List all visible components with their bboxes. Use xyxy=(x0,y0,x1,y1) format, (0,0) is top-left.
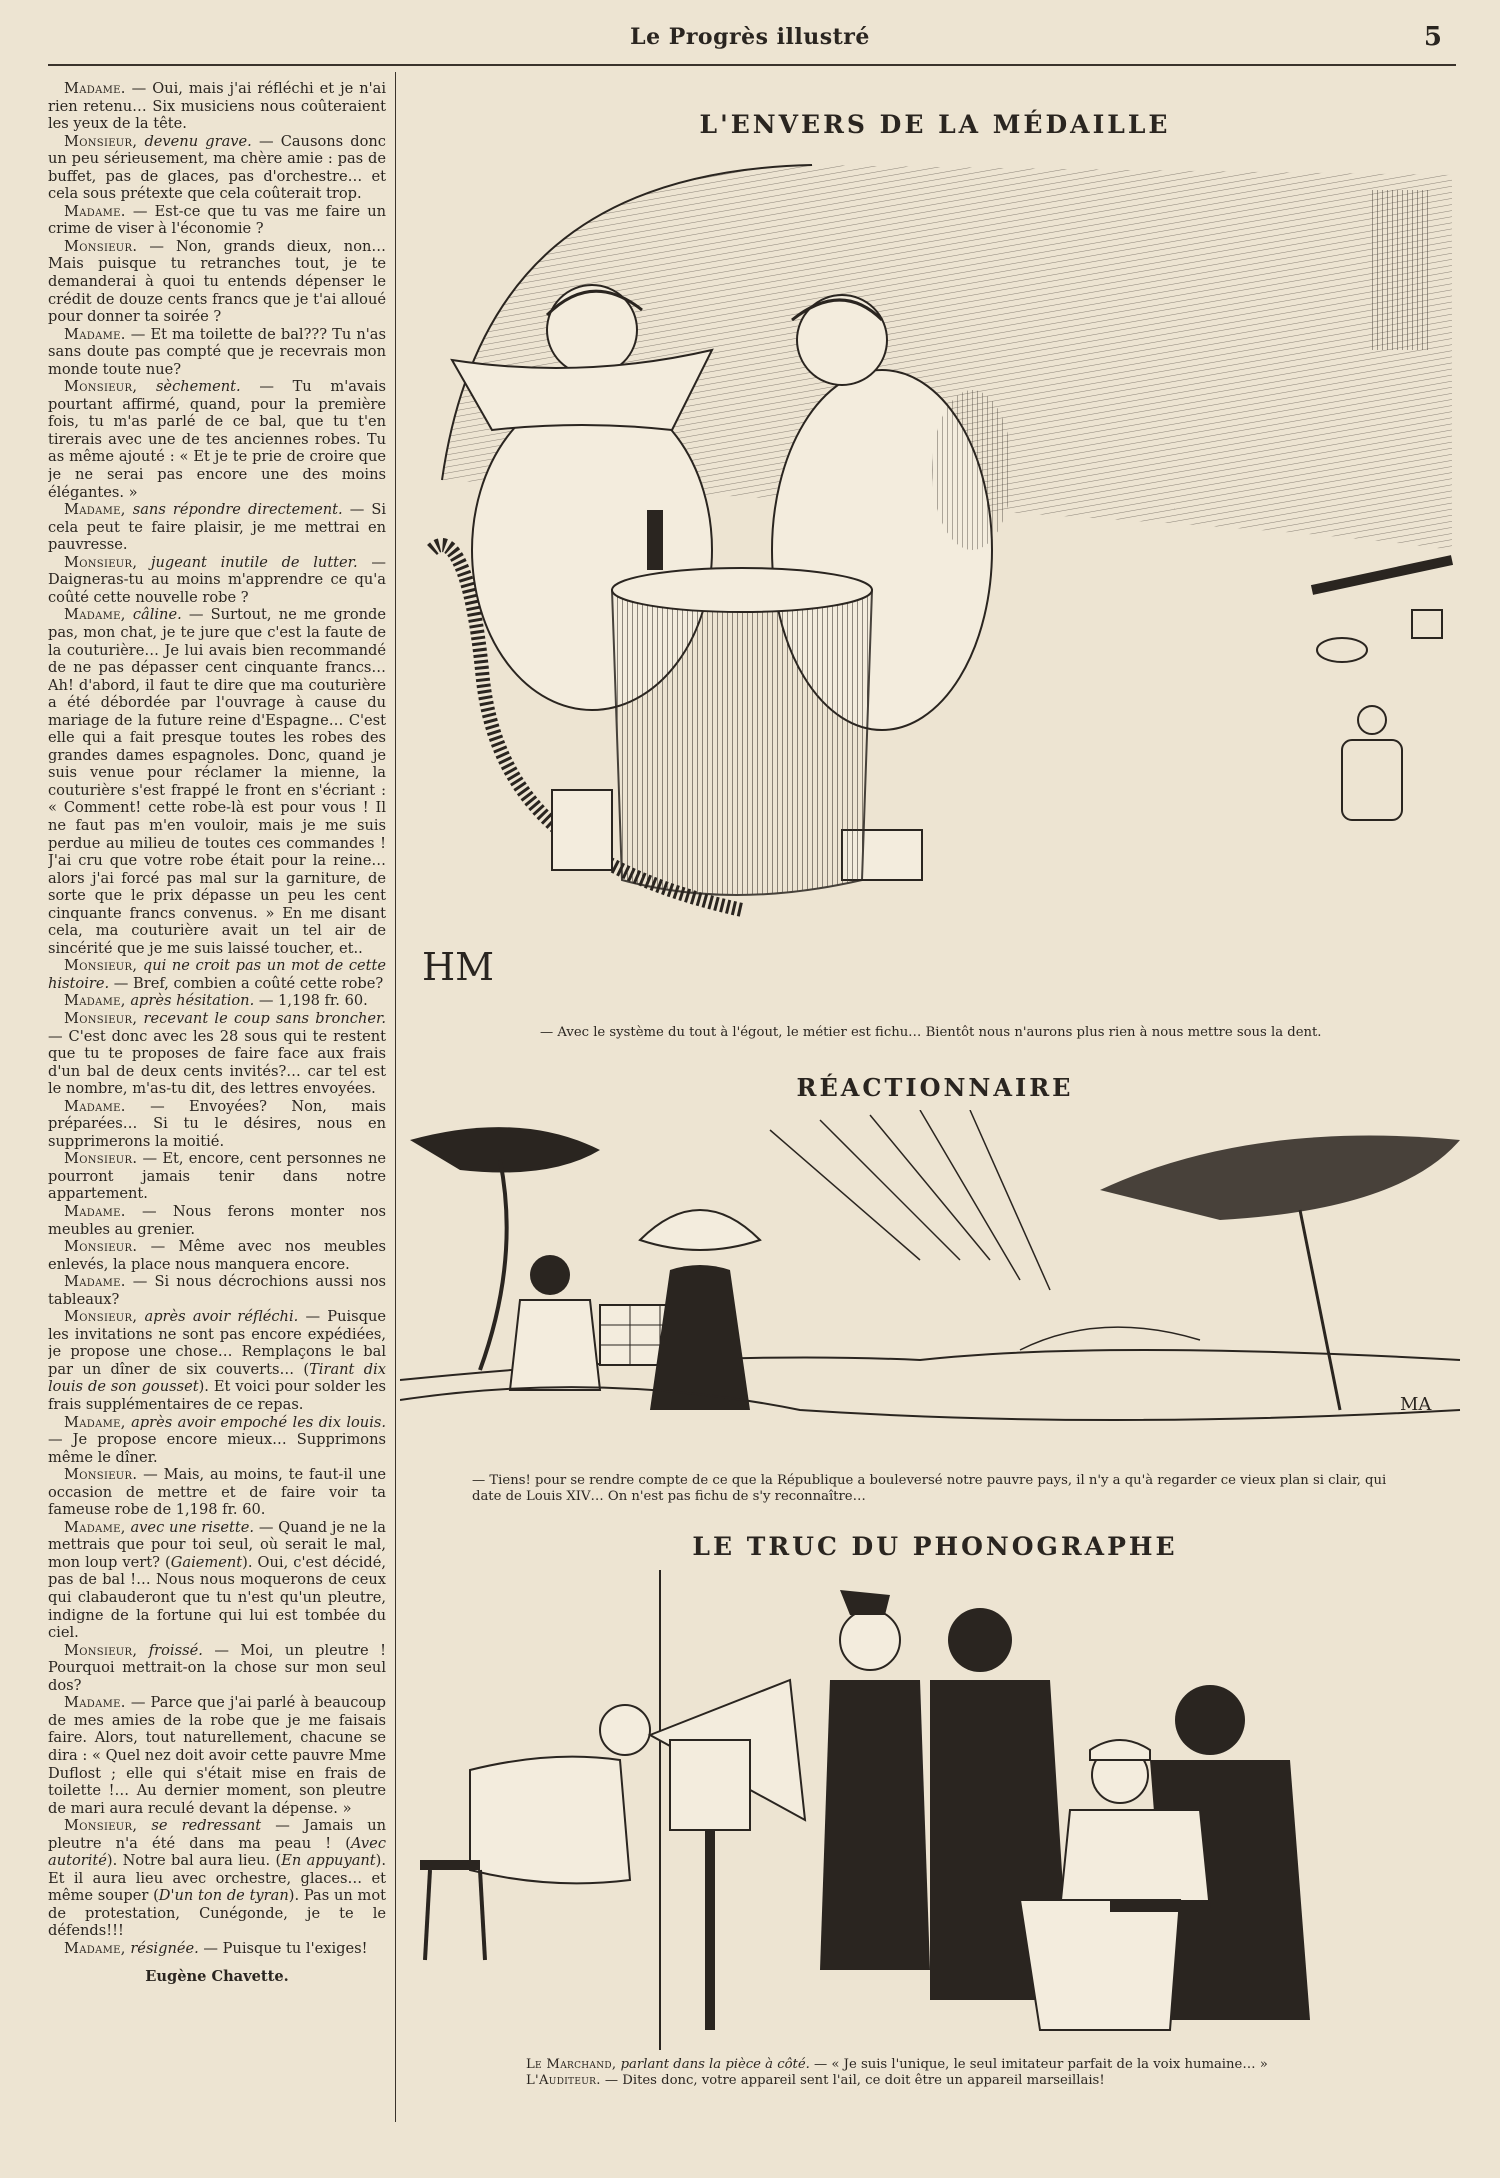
speaker-name: Monsieur. xyxy=(64,1466,138,1484)
cartoon-caption-phonographe xyxy=(526,2057,1356,2089)
article-paragraph xyxy=(48,606,386,957)
dialogue-text: D'un ton de tyran xyxy=(158,1887,289,1905)
dialogue-text: Gaiement xyxy=(170,1553,243,1571)
dialogue-text: sans répondre directement. xyxy=(125,501,343,519)
dialogue-text: avec une risette. xyxy=(125,1518,255,1536)
dialogue-text: jugeant inutile de lutter. xyxy=(137,553,358,571)
speaker-name: Madame. xyxy=(64,1203,126,1220)
dialogue-text: sèchement. xyxy=(137,378,241,396)
article-paragraph xyxy=(48,80,386,133)
dialogue-text: En appuyant xyxy=(281,1852,376,1870)
cartoon-caption-reactionnaire: — Tiens! pour se rendre compte de ce que la République a bouleversé notre pauvre pays, il n'y a qu'à regarder ce vieux plan si clair, qui date de Louis XIV… On n'est pas fichu de s'y reconnaître… xyxy=(472,1473,1387,1504)
dialogue-text: — Non, grands dieux, non… Mais puisque tu retranches tout, je te demanderai à quoi tu entends dépenser le crédit de douze cents francs que je t'ai alloué pour donner ta soirée ? xyxy=(48,237,386,326)
article-paragraph xyxy=(48,203,386,238)
dialogue-text: — Bref, combien a coûté cette robe? xyxy=(109,974,384,992)
dialogue-text: Avec autorité xyxy=(48,1834,386,1870)
cartoon-title-phonographe: LE TRUC DU PHONOGRAPHE xyxy=(692,1532,1178,1561)
speaker-name: Monsieur, xyxy=(64,132,138,150)
article-paragraph xyxy=(48,326,386,379)
dialogue-text: — Est-ce que tu vas me faire un crime de viser à l'économie ? xyxy=(48,202,386,238)
dialogue-text: — Si cela peut te faire plaisir, je me mettrai en pauvresse. xyxy=(48,501,386,554)
article-paragraph xyxy=(48,1519,386,1642)
dialogue-text: — Et ma toilette de bal??? Tu n'as sans doute pas compté que je recevrais mon monde toute nue? xyxy=(48,325,386,378)
dialogue-text: — Envoyées? Non, mais préparées… Si tu le désires, nous en supprimerons la moitié. xyxy=(48,1097,386,1150)
dialogue-text: — Quand je ne la mettrais que pour toi seul, où serait le mal, mon loup vert? ( xyxy=(48,1518,386,1571)
speaker-name: Madame, xyxy=(64,1518,126,1536)
dialogue-text: câline. xyxy=(125,606,182,624)
cartoon-illustration-phonographe xyxy=(410,1570,1460,2050)
dialogue-text: — Tu m'avais pourtant affirmé, quand, pour la première fois, tu m'as parlé de ce bal, que tu t'en tirerais avec une de tes anciennes robes. Tu as même ajouté : « Et je te prie de croire que je ne serai pas encore une des moins élégantes. » xyxy=(48,378,386,501)
speaker-name: Monsieur, xyxy=(64,1641,138,1659)
speaker-name: Madame, xyxy=(64,1939,126,1957)
column-divider xyxy=(395,72,396,2122)
dialogue-text: — Même avec nos meubles enlevés, la place nous manquera encore. xyxy=(48,1238,386,1273)
speaker-name: Monsieur. xyxy=(64,1150,138,1168)
article-paragraph xyxy=(48,1010,386,1098)
speaker-name: Madame. xyxy=(64,1694,126,1712)
dialogue-text: ). Pas un mot de protestation, Cunégonde, je te le défends!!! xyxy=(48,1887,386,1940)
dialogue-text: — Puisque tu l'exiges! xyxy=(198,1939,368,1957)
page-header xyxy=(50,22,1450,62)
dialogue-text: devenu grave. xyxy=(137,132,252,150)
caption-text: — « Je suis l'unique, le seul imitateur parfait de la voix humaine… » xyxy=(809,2057,1268,2072)
article-paragraph xyxy=(48,1466,386,1519)
dialogue-text: ). Notre bal aura lieu. ( xyxy=(106,1852,282,1870)
dialogue-text: recevant le coup sans broncher. xyxy=(137,1009,386,1027)
dialogue-text: — Parce que j'ai parlé à beaucoup de mes amies de la robe que je me faisais faire. Alors, tout naturellement, chacune se dira : « Quel nez doit avoir cette pauvre Mme Duflost ; elle qui s'était mise en frais de toilette !… Au dernier moment, son pleutre de mari aura reculé devant la dépense. » xyxy=(48,1694,386,1817)
article-paragraph xyxy=(48,1694,386,1817)
dialogue-text: ). Et il aura lieu avec orchestre, glaces… et même souper ( xyxy=(48,1852,386,1905)
article-paragraph xyxy=(48,957,386,992)
article-paragraph xyxy=(48,1238,386,1273)
speaker-name: Madame. xyxy=(64,325,126,343)
speaker-name: Monsieur, xyxy=(64,1817,138,1835)
caption-text: — Dites donc, votre appareil sent l'ail, ce doit être un appareil marseillais! xyxy=(600,2073,1105,2088)
article-paragraph xyxy=(48,1203,386,1238)
article-paragraph xyxy=(48,1642,386,1695)
speaker-name: Madame, xyxy=(64,1413,126,1431)
dialogue-text: — Oui, mais j'ai réfléchi et je n'ai rien retenu… Six musiciens nous coûteraient les yeux de la tête. xyxy=(48,80,386,133)
dialogue-text: après avoir empoché les dix louis. xyxy=(125,1413,386,1431)
author-signature: Eugène Chavette. xyxy=(145,1967,289,1985)
dialogue-text: après hésitation. xyxy=(125,992,255,1010)
cartoon-title-reactionnaire: RÉACTIONNAIRE xyxy=(796,1073,1074,1102)
article-paragraph xyxy=(48,501,386,554)
dialogue-text: Tirant dix louis de son gousset xyxy=(48,1360,386,1396)
cartoon-caption-medaille: — Avec le système du tout à l'égout, le métier est fichu… Bientôt nous n'aurons plus rien à nous mettre sous la dent. xyxy=(540,1025,1322,1040)
dialogue-text: qui ne croit pas un mot de cette histoire. xyxy=(48,957,386,992)
article-paragraph xyxy=(48,1273,386,1308)
dialogue-text: — Daigneras-tu au moins m'apprendre ce qu'a coûté cette nouvelle robe ? xyxy=(48,553,386,606)
speaker-name: Monsieur, xyxy=(64,1009,138,1027)
caption-speaker: L'Auditeur. xyxy=(526,2073,601,2088)
speaker-name: Monsieur, xyxy=(64,553,138,571)
article-paragraph xyxy=(48,554,386,607)
artist-monogram: HM xyxy=(422,945,495,989)
dialogue-text: — Mais, au moins, te faut-il une occasion de mettre et de faire voir ta fameuse robe de 1,198 fr. 60. xyxy=(48,1466,386,1519)
caption-text: parlant dans la pièce à côté. xyxy=(616,2057,810,2072)
caption-speaker: Le Marchand, xyxy=(526,2057,617,2072)
cartoon-title-medaille: L'ENVERS DE LA MÉDAILLE xyxy=(699,110,1171,139)
dialogue-text: froissé. xyxy=(137,1641,203,1659)
dialogue-text: — Nous ferons monter nos meubles au grenier. xyxy=(48,1203,386,1238)
article-paragraph xyxy=(48,1940,386,1958)
speaker-name: Monsieur. xyxy=(64,237,138,255)
article-paragraph xyxy=(48,1098,386,1151)
article-paragraph xyxy=(48,1817,386,1940)
dialogue-text: — Et, encore, cent personnes ne pourront jamais tenir dans notre appartement. xyxy=(48,1150,386,1203)
dialogue-text: — 1,198 fr. 60. xyxy=(254,992,368,1010)
dialogue-text: — Puisque les invitations ne sont pas encore expédiées, je propose une chose… Remplaçons le bal par un dîner de six couverts… ( xyxy=(48,1308,386,1378)
speaker-name: Monsieur. xyxy=(64,1238,138,1256)
article-paragraph xyxy=(48,992,386,1010)
speaker-name: Madame. xyxy=(64,1273,126,1291)
dialogue-text: ). Et voici pour solder les frais supplémentaires de ce repas. xyxy=(48,1378,386,1414)
speaker-name: Monsieur, xyxy=(64,1308,138,1326)
header-rule xyxy=(48,64,1456,66)
speaker-name: Madame. xyxy=(64,1097,126,1115)
dialogue-text: se redressant xyxy=(137,1817,262,1835)
dialogue-text: — Moi, un pleutre ! Pourquoi mettrait-on la chose sur mon seul dos? xyxy=(48,1641,386,1694)
dialogue-text: ). Oui, c'est décidé, pas de bal !… Nous nous moquerons de ceux qui clabauderont que tu n'est qu'un pleutre, indigne de la fortune qui lui est tombée du ciel. xyxy=(48,1553,386,1642)
speaker-name: Monsieur, xyxy=(64,957,138,975)
article-paragraph xyxy=(48,1414,386,1467)
dialogue-text: — Jamais un pleutre n'a été dans ma peau ! ( xyxy=(48,1817,386,1852)
dialogue-text: — Je propose encore mieux… Supprimons même le dîner. xyxy=(48,1431,386,1466)
dialogue-text: — Causons donc un peu sérieusement, ma chère amie : pas de buffet, pas de glaces, pas d'orchestre… et cela sous prétexte que cela coûterait trop. xyxy=(48,132,386,203)
dialogue-text: — Si nous décrochions aussi nos tableaux? xyxy=(48,1273,386,1308)
dialogue-text: après avoir réfléchi. xyxy=(137,1308,299,1326)
cartoon-illustration-reactionnaire xyxy=(400,1110,1470,1465)
article-paragraph xyxy=(48,1308,386,1413)
speaker-name: Monsieur, xyxy=(64,378,138,396)
page-number: 5 xyxy=(1423,22,1442,52)
artist-monogram-ma: MA xyxy=(1400,1394,1432,1415)
speaker-name: Madame, xyxy=(64,992,126,1010)
article-paragraph xyxy=(48,1150,386,1203)
speaker-name: Madame. xyxy=(64,80,126,97)
article-column xyxy=(48,80,386,2120)
newspaper-title: Le Progrès illustré xyxy=(630,24,870,50)
article-paragraph xyxy=(48,133,386,203)
cartoon-illustration-sewer-workers xyxy=(412,150,1467,1010)
speaker-name: Madame, xyxy=(64,501,126,519)
speaker-name: Madame, xyxy=(64,606,126,624)
article-paragraph xyxy=(48,378,386,501)
speaker-name: Madame. xyxy=(64,202,126,220)
dialogue-text: résignée. xyxy=(125,1939,199,1957)
dialogue-text: — Surtout, ne me gronde pas, mon chat, je te jure que c'est la faute de la couturière… Je lui avais bien recommandé de ne pas dépasser cent cinquante francs… Ah! d'abord, il faut te dire que ma couturière a été débordée par l'ouvrage à cause du mariage de la future reine d'Espagne… C'est elle qui a fait presque toutes les robes des grandes dames espagnoles. Donc, quand je suis venue pour réclamer la mienne, la couturière s'est frappé le front en s'écriant : « Comment! cette robe-là est pour vous ! Il ne faut pas m'en vouloir, mais je me suis perdue au milieu de toutes ces commandes ! J'ai cru que votre robe était pour la reine… alors j'ai forcé pas mal sur la garniture, de sorte que le prix dépasse un peu les cent cinquante francs convenus. » En me disant cela, ma couturière avait un tel air de sincérité que je me suis laissé toucher, et.. xyxy=(48,606,386,957)
dialogue-text: — C'est donc avec les 28 sous qui te restent que tu te proposes de faire face aux frais d'un bal de deux cents invités?… car tel est le nombre, m'as-tu dit, des lettres envoyées. xyxy=(48,1027,386,1098)
article-paragraph xyxy=(48,238,386,326)
